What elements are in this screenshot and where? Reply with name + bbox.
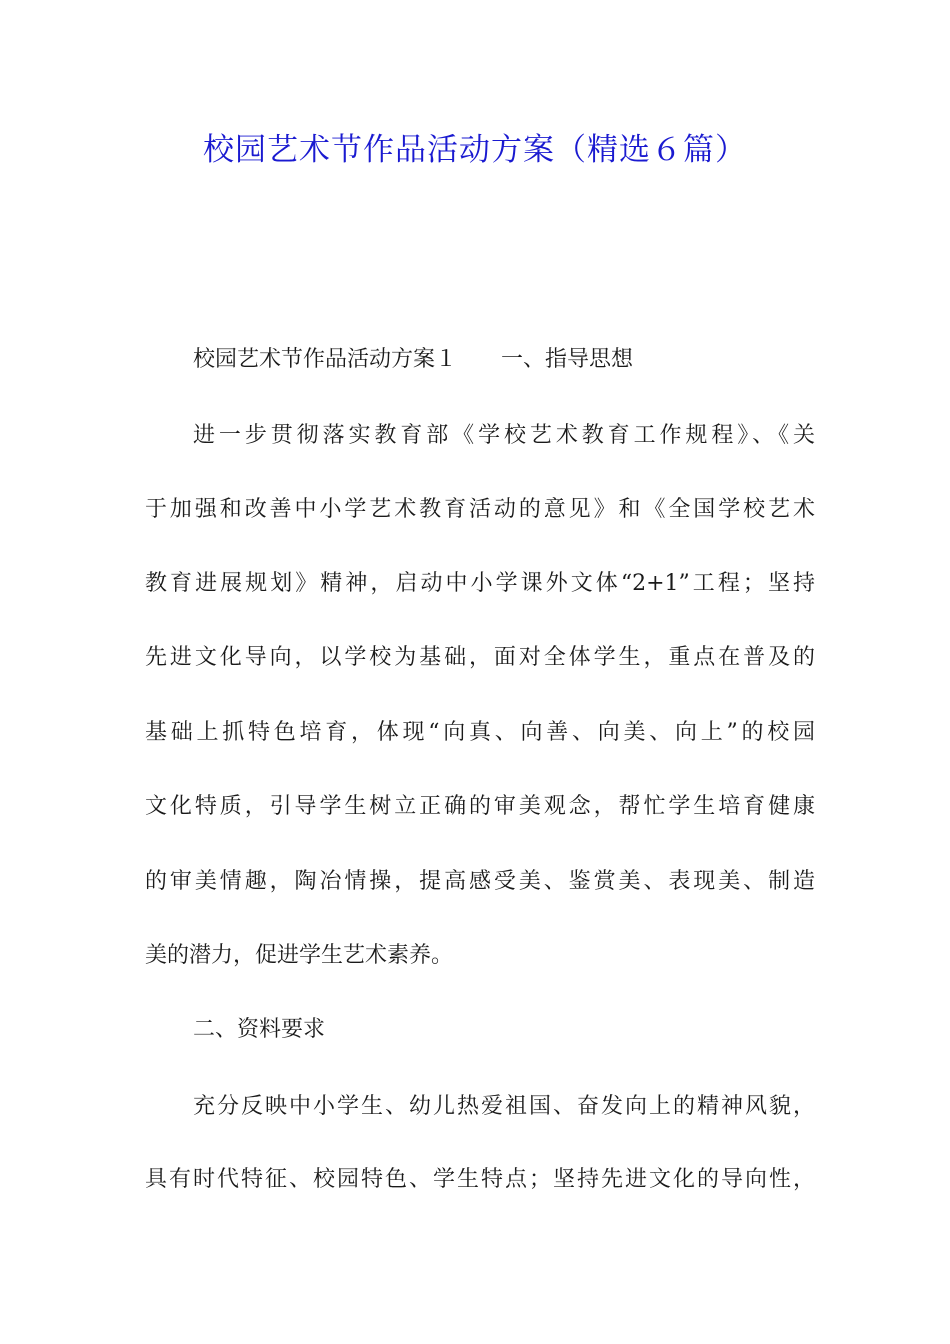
paragraph-line: 先进文化导向，以学校为基础，面对全体学生，重点在普及的 <box>145 645 815 670</box>
paragraph-line: 教育进展规划》精神，启动中小学课外文体“2+1”工程；坚持 <box>145 571 815 596</box>
paragraph-line: 的审美情趣，陶冶情操，提高感受美、鉴赏美、表现美、制造 <box>145 869 815 894</box>
paragraph-line: 文化特质，引导学生树立正确的审美观念，帮忙学生培育健康 <box>145 794 815 819</box>
paragraph-line: 充分反映中小学生、幼儿热爱祖国、奋发向上的精神风貌， <box>193 1094 815 1119</box>
section-heading-material-requirements: 二、资料要求 <box>193 1017 326 1042</box>
document-title: 校园艺术节作品活动方案（精选６篇） <box>203 132 747 168</box>
paragraph-line: 基础上抓特色培育，体现“向真、向善、向美、向上”的校园 <box>145 720 815 745</box>
paragraph-line: 美的潜力，促进学生艺术素养。 <box>145 943 454 968</box>
paragraph-line: 进一步贯彻落实教育部《学校艺术教育工作规程》、《关 <box>193 423 815 448</box>
paragraph-line: 于加强和改善中小学艺术教育活动的意见》和《全国学校艺术 <box>145 497 815 522</box>
paragraph-line: 具有时代特征、校园特色、学生特点；坚持先进文化的导向性， <box>145 1167 815 1192</box>
section-heading-guiding-ideology: 校园艺术节作品活动方案１ 一、指导思想 <box>193 347 634 372</box>
